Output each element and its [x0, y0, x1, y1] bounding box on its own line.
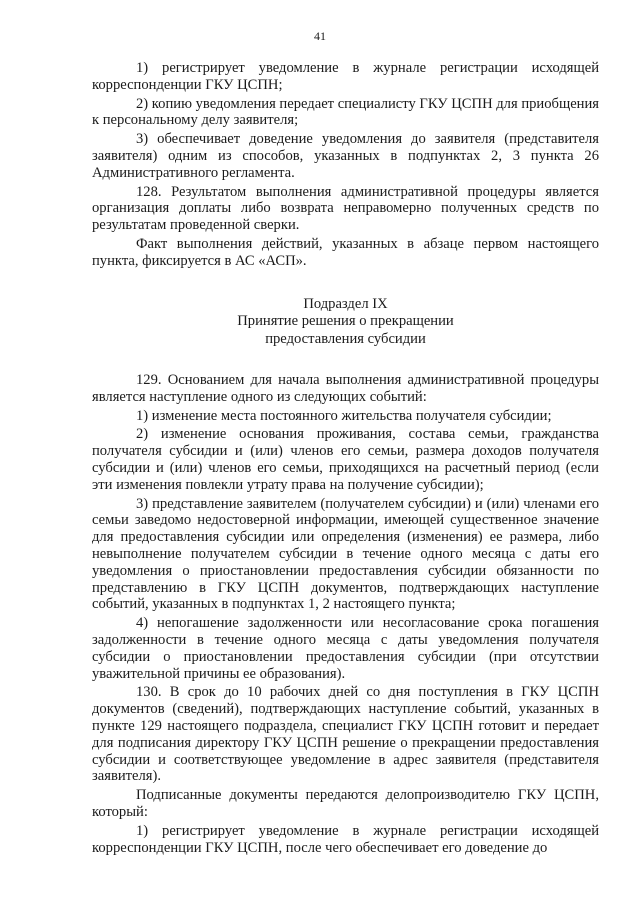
paragraph: Факт выполнения действий, указанных в абзаце первом настоящего пункта, фиксируется в АС «АСП».: [92, 235, 599, 269]
document-body: [92, 60, 599, 858]
paragraph: 129. Основанием для начала выполнения административной процедуры является наступление одного из следующих событий:: [92, 372, 599, 405]
paragraph: 3) обеспечивает доведение уведомления до заявителя (представителя заявителя) одним из способов, указанных в подпунктах 2, 3 пункта 26 Административного регламента.: [92, 131, 599, 181]
paragraph: 4) непогашение задолженности или несогласование срока погашения задолженности в течение одного месяца с даты уведомления получателя субсидии о приостановлении предоставления субсидии (при отсутствии уважительной причины ее образования).: [92, 615, 599, 682]
heading-subsection: Подраздел IX: [303, 295, 388, 312]
paragraph: Подписанные документы передаются делопроизводителю ГКУ ЦСПН, который:: [92, 787, 599, 820]
paragraph: 128. Результатом выполнения административной процедуры является организация доплаты либо возврата неправомерно полученных средств по результатам проведенной сверки.: [92, 183, 599, 234]
paragraph: 1) регистрирует уведомление в журнале регистрации исходящей корреспонденции ГКУ ЦСПН;: [92, 60, 599, 93]
section-heading: [92, 296, 599, 349]
paragraph: 1) регистрирует уведомление в журнале регистрации исходящей корреспонденции ГКУ ЦСПН, после чего обеспечивает его доведение до: [92, 822, 599, 856]
page-number: 41: [314, 29, 326, 43]
paragraph: 3) представление заявителем (получателем субсидии) и (или) членами его семьи заведомо недостоверной информации, имеющей существенное значение для предоставления субсидии или определения (изменения) ее размера, либо невыполнение получателем субсидии в течение одного месяца с даты его уведомления о приостановлении предоставления субсидии обязанности по представлению в ГКУ ЦСПН документов, подтверждающих наступление событий, указанных в подпунктах 1, 2 настоящего пункта;: [92, 495, 599, 613]
heading-title-line: Принятие решения о прекращении: [237, 313, 454, 330]
heading-title-line: предоставления субсидии: [265, 330, 426, 347]
paragraph: 2) копию уведомления передает специалисту ГКУ ЦСПН для приобщения к персональному делу заявителя;: [92, 95, 600, 129]
paragraph: 2) изменение основания проживания, состава семьи, гражданства получателя субсидии и (или) членов его семьи, размера доходов получателя субсидии и (или) членов его семьи, приходящихся на расчетный период (если эти изменения повлекли утрату права на получение субсидии);: [92, 426, 599, 493]
paragraph: 130. В срок до 10 рабочих дней со дня поступления в ГКУ ЦСПН документов (сведений), подтверждающих наступление событий, указанных в пункте 129 настоящего подраздела, специалист ГКУ ЦСПН готовит и передает для подписания директору ГКУ ЦСПН решение о прекращении предоставления субсидии и соответствующее уведомление в адрес заявителя (представителя заявителя).: [92, 684, 599, 785]
paragraph: 1) изменение места постоянного жительства получателя субсидии;: [136, 407, 552, 424]
